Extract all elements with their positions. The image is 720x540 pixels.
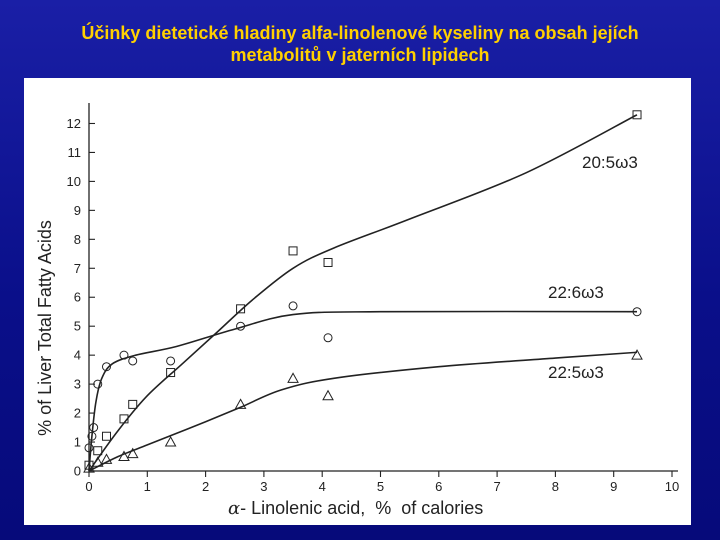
circle-marker: [167, 357, 175, 365]
y-axis-title: % of Liver Total Fatty Acids: [35, 220, 55, 436]
triangle-marker: [288, 373, 298, 382]
square-marker: [289, 247, 297, 255]
y-tick-label: 12: [66, 115, 81, 131]
x-tick-label: 5: [376, 479, 385, 494]
x-tick-label: 2: [201, 479, 210, 494]
slide-title: [0, 22, 720, 66]
x-tick-label: 6: [435, 479, 443, 494]
y-tick-label: 11: [67, 144, 81, 160]
x-tick-label: 9: [610, 479, 618, 494]
square-marker: [129, 400, 137, 408]
circle-marker: [129, 357, 137, 365]
series-label: 22:5ω3: [548, 363, 604, 382]
y-tick-label: 7: [73, 260, 81, 276]
triangle-marker: [632, 350, 642, 359]
y-tick-label: 10: [66, 173, 81, 189]
triangle-marker: [166, 437, 176, 446]
x-axis-title-text: - Linolenic acid, % of calories: [240, 498, 484, 518]
y-tick-label: 3: [73, 376, 81, 392]
x-tick-label: 8: [551, 479, 560, 494]
x-tick-label: 7: [493, 479, 501, 494]
series-curve: [89, 311, 637, 471]
y-tick-label: 0: [73, 463, 81, 479]
circle-marker: [289, 302, 297, 310]
circle-marker: [324, 334, 332, 342]
square-marker: [633, 111, 641, 119]
square-marker: [324, 258, 332, 266]
x-tick-label: 0: [85, 479, 93, 494]
x-tick-label: 4: [318, 479, 326, 494]
x-axis-title: [228, 498, 483, 519]
y-tick-label: 2: [73, 405, 81, 421]
slide-title-line-2: metabolitů v jaterních lipidech: [230, 45, 490, 65]
y-tick-label: 9: [73, 202, 81, 218]
series-label: 20:5ω3: [582, 153, 638, 172]
x-tick-label: 10: [664, 479, 680, 494]
y-tick-label: 1: [73, 434, 81, 450]
series-label: 22:6ω3: [548, 283, 604, 302]
x-axis-alpha-symbol: α: [228, 498, 241, 519]
x-tick-label: 3: [260, 479, 268, 494]
chart-panel: [24, 78, 691, 525]
y-tick-label: 4: [73, 347, 81, 363]
y-tick-label: 5: [73, 318, 81, 334]
triangle-marker: [323, 391, 333, 400]
fatty-acid-chart: [24, 78, 691, 525]
x-tick-label: 1: [143, 479, 151, 494]
y-tick-label: 8: [73, 231, 81, 247]
y-tick-label: 6: [73, 289, 81, 305]
square-marker: [102, 432, 110, 440]
slide-title-line-1: Účinky dietetické hladiny alfa-linolenové kyseliny na obsah jejích: [81, 23, 639, 43]
